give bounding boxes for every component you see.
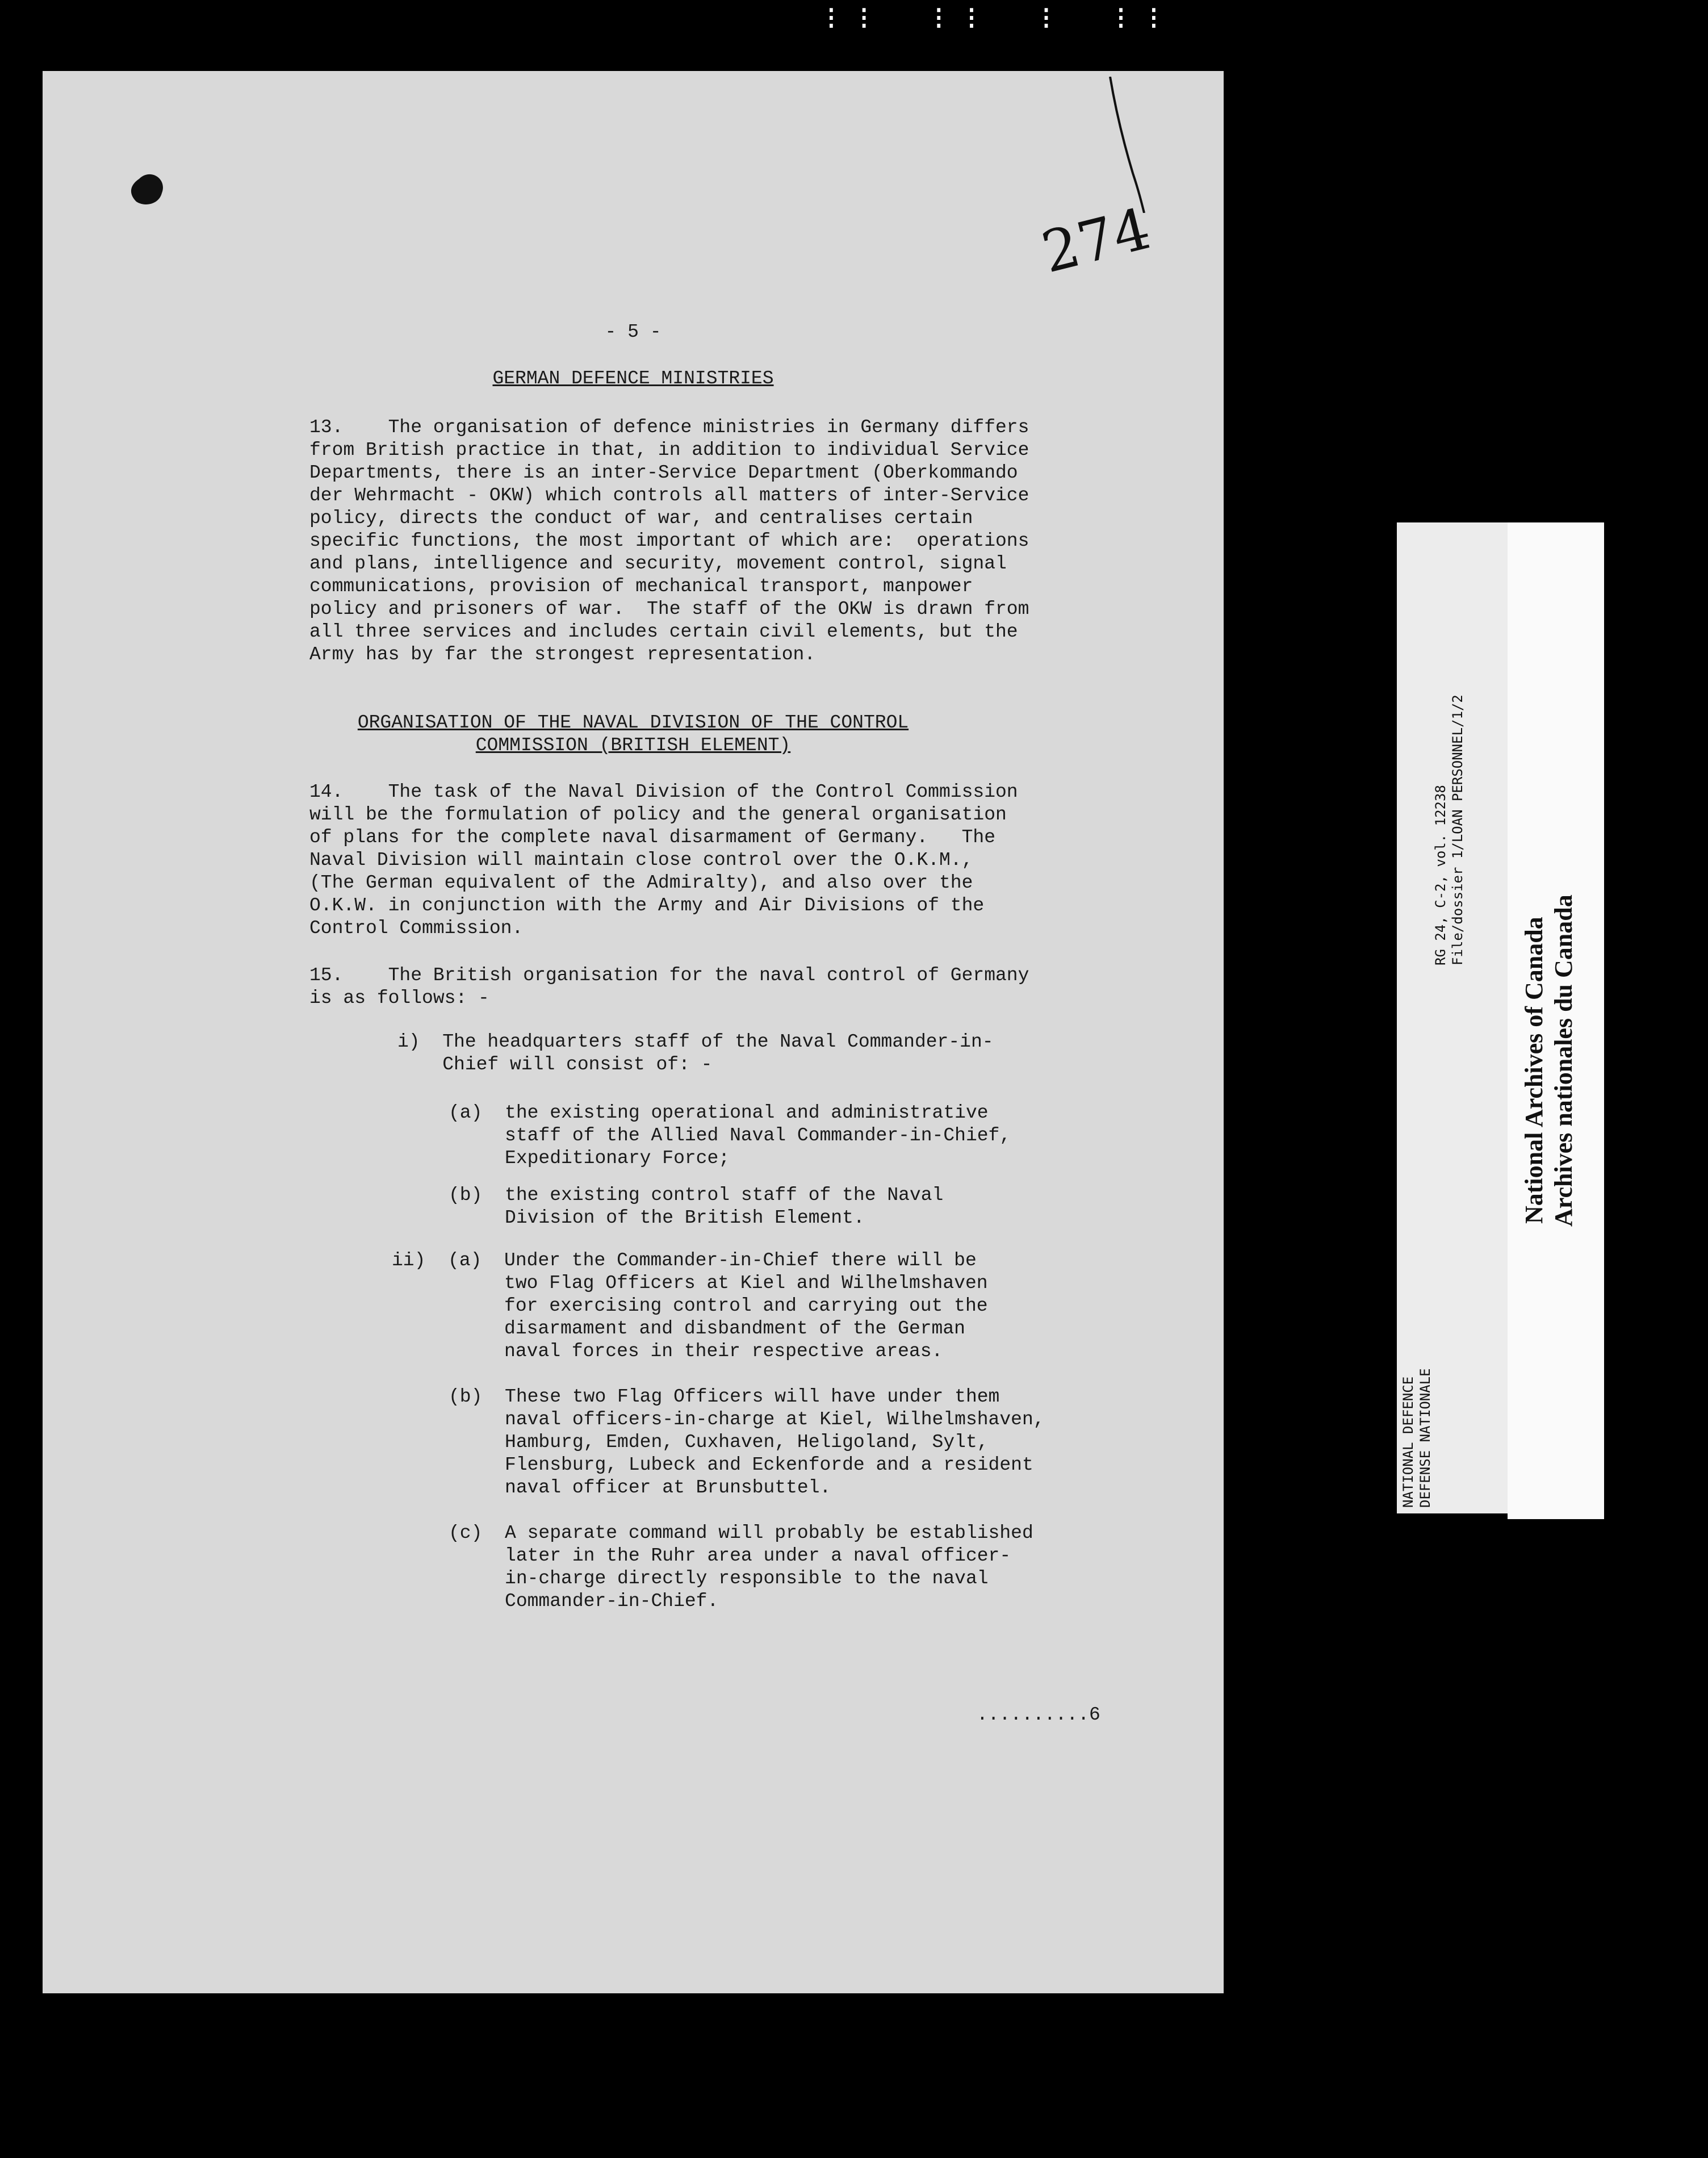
paragraph-line: specific functions, the most important of which are: operations	[309, 530, 1029, 551]
paragraph-line: Control Commission.	[309, 918, 524, 939]
list-line: naval officers-in-charge at Kiel, Wilhelmshaven,	[449, 1409, 1045, 1430]
paragraph-line: Army has by far the strongest representation.	[309, 644, 816, 665]
film-edge-marks: ⁝⁝ ⁝⁝ ⁝ ⁝⁝	[826, 0, 1182, 37]
list-line: later in the Ruhr area under a naval officer-	[449, 1545, 1011, 1566]
document-page	[43, 71, 1224, 1993]
ink-blot	[128, 168, 173, 213]
page-number: - 5 -	[605, 321, 662, 342]
paragraph-line: Naval Division will maintain close control over the O.K.M.,	[309, 850, 973, 871]
paragraph-line: and plans, intelligence and security, movement control, signal	[309, 553, 1007, 574]
list-line: (a) the existing operational and administrative	[449, 1102, 989, 1123]
defence-stamp-line1: NATIONAL DEFENCE	[1400, 1376, 1416, 1508]
list-line: naval officer at Brunsbuttel.	[449, 1477, 831, 1498]
paragraph-line: of plans for the complete naval disarmament of Germany. The	[309, 827, 995, 848]
list-line: staff of the Allied Naval Commander-in-Chief,	[449, 1125, 1011, 1146]
list-line: (c) A separate command will probably be established	[449, 1523, 1033, 1544]
archive-reference-line2: File/dossier 1/LOAN PERSONNEL/1/2	[1450, 695, 1466, 965]
continuation-marker: ..........6	[977, 1704, 1100, 1725]
paragraph-line: 13. The organisation of defence ministries in Germany differs	[309, 417, 1029, 438]
list-line: Expeditionary Force;	[449, 1148, 730, 1169]
list-line: i) The headquarters staff of the Naval Commander-in-	[397, 1031, 994, 1052]
paragraph-line: will be the formulation of policy and the general organisation	[309, 804, 1007, 825]
paragraph-line: O.K.W. in conjunction with the Army and Air Divisions of the	[309, 895, 985, 916]
paragraph-line: all three services and includes certain civil elements, but the	[309, 621, 1018, 642]
list-line: two Flag Officers at Kiel and Wilhelmshaven	[392, 1273, 988, 1294]
defence-stamp-line2: DEFENSE NATIONALE	[1417, 1368, 1433, 1508]
heading-naval-division-line2: COMMISSION (BRITISH ELEMENT)	[475, 735, 791, 756]
paragraph-line: from British practice in that, in addition to individual Service	[309, 440, 1029, 461]
paragraph-line: Departments, there is an inter-Service Department (Oberkommando	[309, 462, 1018, 483]
list-line: disarmament and disbandment of the German	[392, 1318, 965, 1339]
paragraph-line: is as follows: -	[309, 988, 489, 1009]
list-line: Chief will consist of: -	[397, 1054, 713, 1075]
list-line: Commander-in-Chief.	[449, 1591, 719, 1612]
archives-canada-label	[1508, 522, 1604, 1519]
list-line: for exercising control and carrying out the	[392, 1295, 988, 1316]
page-crease-mark	[1107, 77, 1147, 213]
list-line: naval forces in their respective areas.	[392, 1341, 943, 1362]
heading-naval-division-line1: ORGANISATION OF THE NAVAL DIVISION OF THE CONTROL	[357, 712, 909, 733]
paragraph-line: (The German equivalent of the Admiralty), and also over the	[309, 872, 973, 893]
paragraph-line: policy, directs the conduct of war, and centralises certain	[309, 508, 973, 529]
archives-name-english: National Archives of Canada	[1520, 917, 1548, 1224]
paragraph-line: 15. The British organisation for the naval control of Germany	[309, 965, 1029, 986]
list-line: Flensburg, Lubeck and Eckenforde and a resident	[449, 1454, 1033, 1475]
list-line: (b) the existing control staff of the Naval	[449, 1185, 944, 1206]
paragraph-line: communications, provision of mechanical transport, manpower	[309, 576, 973, 597]
archive-reference-strip	[1397, 522, 1508, 1513]
archive-reference-line1: RG 24, C-2, vol. 12238	[1433, 785, 1449, 965]
list-line: ii) (a) Under the Commander-in-Chief there will be	[392, 1250, 977, 1271]
list-line: in-charge directly responsible to the naval	[449, 1568, 989, 1589]
handwritten-folio-number: 274	[1035, 195, 1157, 286]
paragraph-line: 14. The task of the Naval Division of the Control Commission	[309, 781, 1018, 802]
archives-name-french: Archives nationales du Canada	[1550, 894, 1577, 1227]
list-line: Division of the British Element.	[449, 1207, 865, 1228]
paragraph-line: policy and prisoners of war. The staff of the OKW is drawn from	[309, 599, 1029, 620]
heading-german-defence-ministries: GERMAN DEFENCE MINISTRIES	[492, 368, 774, 389]
paragraph-line: der Wehrmacht - OKW) which controls all matters of inter-Service	[309, 485, 1029, 506]
list-line: (b) These two Flag Officers will have under them	[449, 1386, 1000, 1407]
list-line: Hamburg, Emden, Cuxhaven, Heligoland, Sylt,	[449, 1432, 989, 1453]
